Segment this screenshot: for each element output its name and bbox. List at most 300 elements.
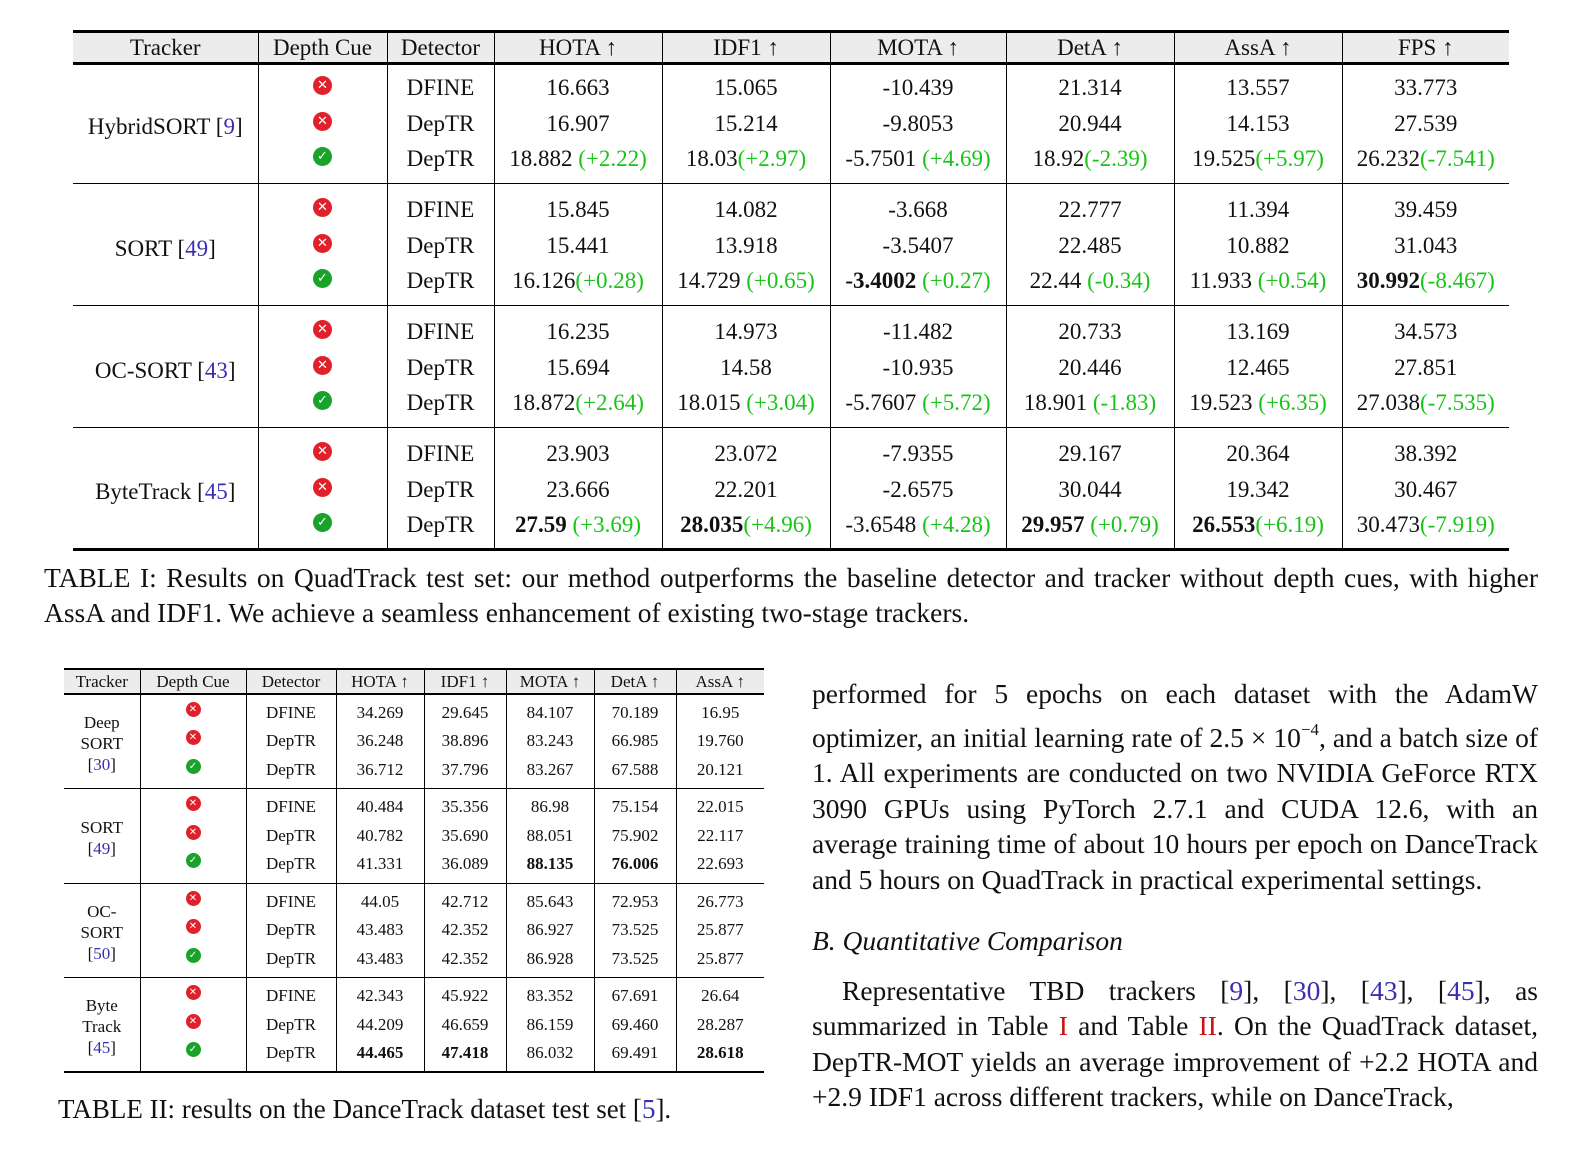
cell-assa (676, 789, 764, 822)
cell-mota (830, 228, 1006, 264)
table2-header: MOTA ↑ (506, 669, 594, 694)
detector-cell: DepTR (387, 106, 494, 142)
citation-link[interactable]: 49 (93, 838, 111, 858)
cell-hota (336, 1039, 424, 1072)
cell-mota (506, 916, 594, 945)
value-mota: -3.6548 (845, 511, 917, 537)
value-hota: 15.694 (546, 354, 610, 380)
value-mota: -5.7501 (845, 146, 917, 172)
value-assa: 28.287 (696, 1014, 744, 1034)
cell-deta (1006, 106, 1174, 142)
cell-assa (1174, 472, 1342, 508)
cross-icon: ✕ (186, 1014, 201, 1029)
cell-assa (676, 756, 764, 789)
table-row (64, 883, 764, 916)
tracker-name: Byte (85, 996, 118, 1015)
value-idf1: 47.418 (441, 1043, 489, 1062)
value-deta: 18.92 (1032, 146, 1085, 172)
detector-cell: DepTR (246, 822, 336, 851)
cross-icon: ✕ (186, 919, 201, 934)
value-assa: 22.117 (697, 825, 744, 845)
tracker-name-cell: SORT [49] (114, 235, 216, 261)
para1-text-b: , and a batch size of 1. All experiments are conducted on two NVIDIA GeForce RTX 3090 GPUs using PyTorch 2.7.1 and CUDA 12.6, with an average training time of about 10 hours per epoch on DanceTrack and 5 hours on QuadTrack in practical experimental settings. (812, 721, 1538, 895)
cell-fps (1342, 350, 1509, 386)
cell-idf1 (424, 756, 506, 789)
cell-deta (1006, 350, 1174, 386)
value-hota: 41.331 (356, 854, 404, 874)
table-row (73, 306, 1509, 350)
value-assa: 26.773 (696, 891, 744, 911)
delta-deta: (-1.83) (1087, 390, 1157, 416)
delta-idf1: (+3.04) (740, 390, 815, 416)
cell-idf1 (662, 228, 830, 264)
table-row (64, 756, 764, 789)
check-icon: ✓ (313, 147, 332, 166)
value-mota: -3.668 (888, 196, 948, 222)
table-row (73, 264, 1509, 306)
value-deta: 75.154 (611, 797, 659, 817)
value-hota: 42.343 (356, 986, 404, 1006)
cell-deta (594, 1011, 676, 1040)
cell-mota (506, 727, 594, 756)
value-hota: 18.882 (509, 146, 573, 172)
tracker-name-cell: Byte Track [45] (64, 978, 140, 1073)
cell-hota (494, 386, 662, 428)
cell-mota (506, 756, 594, 789)
value-deta: 18.901 (1023, 390, 1088, 416)
value-hota: 43.483 (356, 948, 404, 968)
cross-icon: ✕ (313, 320, 332, 339)
value-mota: 86.159 (526, 1014, 574, 1034)
citation-link[interactable]: 45 (204, 479, 228, 504)
cell-assa (1174, 106, 1342, 142)
table-row (73, 142, 1509, 184)
value-mota: 83.267 (526, 759, 574, 779)
detector-cell: DepTR (387, 472, 494, 508)
cell-assa (676, 883, 764, 916)
depth-cue-cell (140, 789, 246, 822)
depth-cue-cell (140, 850, 246, 883)
cell-hota (336, 883, 424, 916)
value-deta: 20.446 (1058, 354, 1122, 380)
delta-hota: (+2.22) (572, 146, 647, 172)
value-idf1: 45.922 (441, 986, 489, 1006)
cell-fps (1342, 508, 1509, 550)
cell-hota (336, 756, 424, 789)
table1-header: DetA ↑ (1006, 32, 1174, 64)
cell-hota (336, 694, 424, 727)
detector-cell: DepTR (387, 142, 494, 184)
delta-hota: (+2.64) (575, 390, 644, 416)
depth-cue-cell (258, 472, 387, 508)
table-ref-link[interactable]: II (1198, 1010, 1217, 1041)
value-idf1: 42.712 (441, 891, 489, 911)
value-deta: 69.460 (611, 1014, 659, 1034)
cell-hota (336, 945, 424, 978)
cell-idf1 (424, 945, 506, 978)
value-hota: 43.483 (356, 920, 404, 940)
para2-text: and Table (1067, 1010, 1199, 1041)
cross-icon: ✕ (186, 702, 201, 717)
table-dancetrack-results (64, 668, 764, 1073)
cell-assa (1174, 428, 1342, 472)
cell-hota (494, 64, 662, 106)
tracker-name: HybridSORT (87, 114, 211, 139)
cell-deta (1006, 386, 1174, 428)
cell-idf1 (662, 350, 830, 386)
cell-fps (1342, 228, 1509, 264)
table1-header: FPS ↑ (1342, 32, 1509, 64)
value-deta: 22.485 (1058, 232, 1122, 258)
cell-assa (676, 850, 764, 883)
table2-header: Detector (246, 669, 336, 694)
value-mota: -10.439 (882, 75, 954, 101)
value-hota: 36.248 (356, 731, 404, 751)
value-deta: 70.189 (611, 703, 659, 722)
citation-link[interactable]: 30 (1292, 974, 1321, 1006)
cell-assa (676, 945, 764, 978)
depth-cue-cell (140, 978, 246, 1011)
tracker-name-cell: Deep SORT [30] (64, 694, 140, 789)
value-mota: 86.98 (530, 797, 570, 817)
cell-mota (830, 64, 1006, 106)
cell-fps (1342, 472, 1509, 508)
cell-idf1 (424, 1039, 506, 1072)
depth-cue-cell (140, 727, 246, 756)
value-idf1: 28.035 (680, 511, 744, 537)
value-fps: 27.038 (1356, 390, 1420, 416)
cell-assa (1174, 64, 1342, 106)
cell-fps (1342, 386, 1509, 428)
tracker-name: Track (82, 1017, 122, 1036)
detector-cell: DFINE (246, 883, 336, 916)
value-fps: 26.232 (1356, 146, 1420, 172)
cell-mota (830, 428, 1006, 472)
citation-link[interactable]: 43 (204, 357, 228, 383)
cell-hota (494, 350, 662, 386)
cell-idf1 (424, 789, 506, 822)
delta-deta: (-2.39) (1084, 146, 1148, 172)
cell-hota (494, 508, 662, 550)
value-assa: 10.882 (1226, 232, 1290, 258)
delta-assa: (+0.54) (1252, 268, 1327, 294)
value-assa: 12.465 (1226, 354, 1290, 380)
cell-deta (594, 727, 676, 756)
value-deta: 29.167 (1058, 440, 1122, 466)
citation-link[interactable]: 50 (93, 943, 111, 963)
cell-deta (1006, 472, 1174, 508)
cell-deta (1006, 184, 1174, 228)
value-idf1: 15.214 (714, 110, 778, 136)
value-mota: -3.5407 (882, 232, 954, 258)
citation-link[interactable]: 5 (641, 1094, 656, 1124)
check-icon: ✓ (186, 948, 201, 963)
body-text-column (812, 676, 1538, 1115)
table-row (73, 228, 1509, 264)
value-hota: 44.465 (356, 1043, 404, 1062)
value-hota: 23.666 (546, 476, 610, 502)
cell-idf1 (662, 264, 830, 306)
tracker-name: OC- (87, 901, 117, 921)
cross-icon: ✕ (186, 891, 201, 906)
value-idf1: 14.729 (677, 268, 741, 294)
value-idf1: 13.918 (714, 232, 778, 258)
value-hota: 36.712 (356, 759, 404, 779)
citation-link[interactable]: 9 (223, 114, 235, 139)
value-idf1: 14.973 (714, 318, 778, 344)
para2-text: . On the QuadTrack dataset, DepTR-MOT yields an average improvement of +2.2 HOTA and +2.9 IDF1 across different trackers, while on DanceTrack, (812, 1010, 1538, 1112)
table-row (73, 64, 1509, 106)
detector-cell: DepTR (387, 508, 494, 550)
table-row (64, 822, 764, 851)
cross-icon: ✕ (313, 442, 332, 461)
value-deta: 72.953 (611, 891, 659, 911)
value-hota: 15.441 (546, 232, 610, 258)
value-hota: 16.907 (546, 110, 610, 136)
value-idf1: 42.352 (441, 948, 489, 968)
depth-cue-cell (140, 694, 246, 727)
table-row (64, 789, 764, 822)
check-icon: ✓ (186, 759, 201, 774)
table2-header: Depth Cue (140, 669, 246, 694)
para1-exponent: −4 (1300, 719, 1319, 739)
value-mota: -11.482 (882, 318, 954, 344)
value-idf1: 42.352 (441, 920, 489, 940)
value-assa: 26.64 (701, 986, 740, 1006)
delta-mota: (+4.28) (916, 511, 991, 537)
value-idf1: 18.015 (677, 390, 741, 416)
detector-cell: DepTR (387, 350, 494, 386)
tracker-name-cell: OC-SORT [43] (94, 357, 236, 383)
delta-assa: (+6.19) (1255, 511, 1324, 537)
cell-fps (1342, 264, 1509, 306)
caption2-end: ]. (655, 1094, 672, 1124)
cell-deta (1006, 508, 1174, 550)
delta-assa: (+6.35) (1252, 390, 1327, 416)
table-row (64, 1011, 764, 1040)
value-fps: 30.473 (1356, 511, 1420, 537)
delta-hota: (+0.28) (575, 268, 644, 294)
value-idf1: 18.03 (685, 146, 738, 172)
cross-icon: ✕ (313, 356, 332, 375)
value-mota: 88.135 (526, 854, 574, 874)
depth-cue-cell (140, 916, 246, 945)
value-assa: 19.523 (1189, 390, 1253, 416)
table1-header-row (73, 32, 1509, 64)
delta-hota: (+3.69) (566, 511, 642, 537)
tracker-group (64, 789, 764, 884)
value-mota: 83.243 (526, 731, 574, 751)
value-mota: 86.927 (526, 920, 574, 940)
value-assa: 19.342 (1226, 476, 1290, 502)
table-row (64, 945, 764, 978)
detector-cell: DFINE (387, 428, 494, 472)
cell-hota (494, 264, 662, 306)
value-deta: 67.588 (611, 759, 659, 779)
cell-assa (1174, 508, 1342, 550)
value-mota: -10.935 (882, 354, 954, 380)
table1-header: Depth Cue (258, 32, 387, 64)
detector-cell: DepTR (246, 727, 336, 756)
value-fps: 38.392 (1394, 440, 1458, 466)
cell-assa (676, 727, 764, 756)
value-hota: 16.663 (546, 75, 610, 101)
cell-mota (506, 822, 594, 851)
table-row (64, 727, 764, 756)
cell-hota (494, 228, 662, 264)
cell-mota (830, 184, 1006, 228)
value-deta: 73.525 (611, 920, 659, 940)
cell-hota (494, 106, 662, 142)
table-row (73, 508, 1509, 550)
depth-cue-cell (258, 350, 387, 386)
cell-assa (1174, 386, 1342, 428)
value-hota: 44.05 (360, 891, 400, 911)
detector-cell: DepTR (387, 386, 494, 428)
cell-deta (594, 1039, 676, 1072)
value-hota: 16.126 (512, 268, 576, 294)
cell-assa (676, 1039, 764, 1072)
section-heading-quantitative: B. Quantitative Comparison (812, 925, 1123, 956)
citation-link[interactable]: 45 (1447, 974, 1475, 1006)
value-assa: 13.557 (1226, 75, 1290, 101)
cell-idf1 (662, 306, 830, 350)
value-deta: 22.777 (1058, 196, 1122, 222)
cell-hota (336, 727, 424, 756)
citation-link[interactable]: 30 (93, 755, 111, 774)
check-icon: ✓ (186, 1042, 201, 1057)
cell-assa (676, 822, 764, 851)
citation-link[interactable]: 43 (1369, 974, 1398, 1006)
value-idf1: 36.089 (441, 854, 489, 874)
detector-cell: DFINE (246, 694, 336, 727)
cross-icon: ✕ (186, 796, 201, 811)
cell-mota (506, 694, 594, 727)
cell-mota (506, 1039, 594, 1072)
tracker-name: ByteTrack (95, 479, 192, 504)
delta-deta: (-0.34) (1081, 268, 1151, 294)
table1-header: MOTA ↑ (830, 32, 1006, 64)
cell-mota (830, 350, 1006, 386)
table1-header: IDF1 ↑ (662, 32, 830, 64)
value-fps: 39.459 (1394, 196, 1458, 222)
cell-assa (676, 694, 764, 727)
table-row (64, 1039, 764, 1072)
cell-fps (1342, 64, 1509, 106)
value-mota: -3.4002 (845, 268, 917, 294)
cross-icon: ✕ (313, 478, 332, 497)
detector-cell: DepTR (246, 945, 336, 978)
delta-assa: (+5.97) (1255, 146, 1324, 172)
cell-idf1 (424, 978, 506, 1011)
value-deta: 21.314 (1058, 75, 1122, 101)
value-mota: 88.051 (526, 825, 574, 845)
tracker-group (64, 883, 764, 978)
value-mota: 83.352 (526, 986, 574, 1006)
value-mota: -9.8053 (882, 110, 954, 136)
cell-deta (594, 916, 676, 945)
depth-cue-cell (140, 1011, 246, 1040)
cell-idf1 (662, 64, 830, 106)
delta-fps: (-7.541) (1420, 146, 1495, 172)
cell-deta (594, 850, 676, 883)
cell-mota (506, 1011, 594, 1040)
cell-mota (830, 386, 1006, 428)
value-deta: 67.691 (611, 986, 659, 1006)
para2-text: ], [ (1397, 974, 1448, 1006)
cell-mota (506, 789, 594, 822)
delta-mota: (+5.72) (916, 390, 991, 416)
cell-deta (594, 978, 676, 1011)
table2-header-row (64, 669, 764, 694)
citation-link[interactable]: 45 (93, 1038, 111, 1057)
cross-icon: ✕ (313, 234, 332, 253)
tracker-name: SORT (80, 817, 123, 837)
tracker-name-cell: ByteTrack [45] (95, 479, 236, 504)
value-idf1: 15.065 (714, 75, 778, 101)
detector-cell: DepTR (246, 850, 336, 883)
cell-idf1 (424, 883, 506, 916)
table2-header: Tracker (64, 669, 140, 694)
detector-cell: DFINE (387, 64, 494, 106)
value-deta: 20.944 (1058, 110, 1122, 136)
cell-fps (1342, 184, 1509, 228)
cell-hota (494, 428, 662, 472)
cell-hota (336, 850, 424, 883)
cell-mota (830, 472, 1006, 508)
value-hota: 27.59 (514, 511, 567, 537)
tracker-group (73, 184, 1509, 306)
depth-cue-cell (140, 883, 246, 916)
cell-assa (1174, 264, 1342, 306)
cell-hota (494, 184, 662, 228)
table1-caption: TABLE I: Results on QuadTrack test set: our method outperforms the baseline detector and tracker without depth cues, with higher AssA and IDF1. We achieve a seamless enhancement of existing two-stage trackers. (44, 562, 1538, 628)
detector-cell: DFINE (387, 184, 494, 228)
para2-text: ], as summarized in Table (812, 974, 1538, 1041)
value-fps: 27.539 (1394, 110, 1458, 136)
value-assa: 20.364 (1226, 440, 1290, 466)
cell-mota (830, 264, 1006, 306)
depth-cue-cell (258, 106, 387, 142)
value-mota: 86.928 (526, 948, 574, 968)
cell-hota (494, 142, 662, 184)
cell-hota (494, 472, 662, 508)
cell-idf1 (424, 1011, 506, 1040)
value-idf1: 46.659 (441, 1014, 489, 1034)
detector-cell: DFINE (387, 306, 494, 350)
table-ref-link[interactable]: I (1058, 1010, 1068, 1041)
detector-cell: DepTR (387, 228, 494, 264)
cell-idf1 (662, 428, 830, 472)
value-idf1: 22.201 (714, 476, 778, 502)
citation-link[interactable]: 9 (1229, 974, 1244, 1006)
value-idf1: 14.082 (714, 196, 778, 222)
depth-cue-cell (258, 386, 387, 428)
cell-idf1 (424, 822, 506, 851)
detector-cell: DFINE (246, 789, 336, 822)
table-row (73, 184, 1509, 228)
delta-fps: (-7.919) (1420, 511, 1495, 537)
cell-mota (830, 508, 1006, 550)
value-idf1: 38.896 (441, 731, 489, 751)
value-assa: 20.121 (696, 759, 744, 779)
tracker-name: SORT (114, 235, 172, 261)
citation-link[interactable]: 49 (185, 235, 209, 261)
value-deta: 73.525 (611, 948, 659, 968)
cross-icon: ✕ (313, 112, 332, 131)
delta-fps: (-8.467) (1420, 268, 1495, 294)
cell-fps (1342, 428, 1509, 472)
